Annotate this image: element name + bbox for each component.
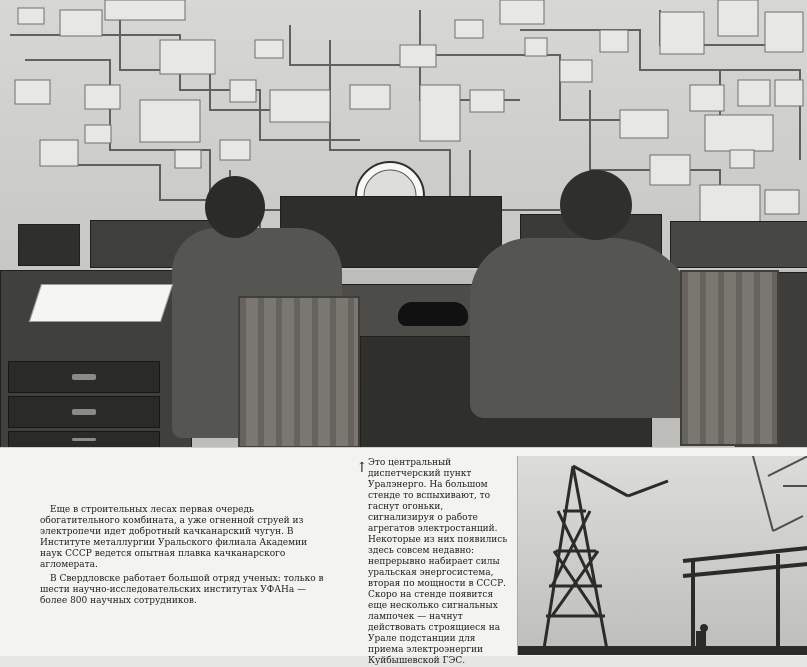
wooden-chair-left (238, 296, 360, 447)
construction-photo (517, 456, 807, 655)
main-caption (40, 505, 325, 610)
main-caption-paragraph-2: В Свердловске работает большой отряд ученых: только в шести научно-исследовательских институтах УФАНа — более 800 научных сотрудников. (40, 574, 324, 606)
steel-tower-illustration (518, 456, 807, 655)
telephone (398, 302, 468, 326)
wooden-chair-right (680, 270, 779, 446)
side-caption-text: Это центральный диспетчерский пункт Уралэнерго. На большом стенде то вспыхивают, то гаснут огоньки, сигнализируя о работе агрегатов электростанций. Некоторые из них появились здесь совсем недавно: непрерывно набирает силы уральская энергосистема, вторая по мощности в СССР. Скоро на стенде появится еще несколько сигнальных лампочек — начнут действовать строящиеся на Урале подстанции для приема электроэнергии Куйбышевской ГЭС. (368, 458, 508, 666)
papers (29, 284, 173, 322)
side-caption (368, 458, 508, 667)
main-caption-paragraph-1: Еще в строительных лесах первая очередь обогатительного комбината, а уже огненной струей из электропечи идет добротный качканарский чугун. В Институте металлургии Уральского филиала Академии наук СССР ведется опытная плавка качканарского агломерата. (40, 505, 308, 570)
up-arrow-icon: ↑ (356, 460, 368, 476)
